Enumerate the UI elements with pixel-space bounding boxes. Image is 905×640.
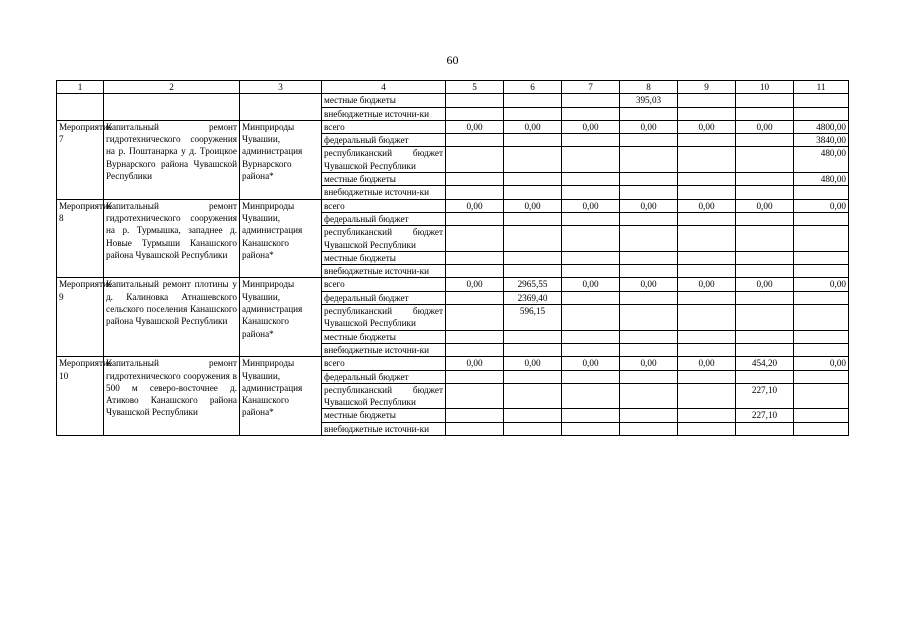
value-cell xyxy=(794,265,849,278)
value-cell xyxy=(504,147,562,173)
value-cell xyxy=(678,147,736,173)
value-cell xyxy=(678,330,736,343)
value-cell: 0,00 xyxy=(794,199,849,212)
value-cell xyxy=(620,291,678,304)
column-header: 8 xyxy=(620,81,678,94)
value-cell xyxy=(446,212,504,225)
measure-code-cell: Мероприятие 9 xyxy=(57,278,104,357)
value-cell xyxy=(504,251,562,264)
value-cell xyxy=(736,186,794,199)
value-cell xyxy=(678,383,736,409)
value-cell xyxy=(446,147,504,173)
value-cell xyxy=(446,226,504,252)
value-cell xyxy=(794,422,849,435)
column-header: 11 xyxy=(794,81,849,94)
value-cell xyxy=(504,94,562,107)
value-cell xyxy=(736,330,794,343)
value-cell xyxy=(562,409,620,422)
funding-source-cell: местные бюджеты xyxy=(322,173,446,186)
value-cell: 0,00 xyxy=(504,199,562,212)
value-cell xyxy=(620,383,678,409)
value-cell xyxy=(620,212,678,225)
value-cell xyxy=(504,186,562,199)
carryover-code-cell xyxy=(57,94,104,121)
value-cell: 596,15 xyxy=(504,305,562,331)
value-cell xyxy=(504,265,562,278)
funding-source-cell: федеральный бюджет xyxy=(322,370,446,383)
value-cell xyxy=(620,409,678,422)
value-cell: 0,00 xyxy=(620,199,678,212)
value-cell xyxy=(562,305,620,331)
value-cell xyxy=(562,343,620,356)
value-cell xyxy=(678,265,736,278)
funding-source-cell: внебюджетные источни-ки xyxy=(322,107,446,120)
value-cell xyxy=(678,305,736,331)
value-cell xyxy=(562,147,620,173)
funding-source-cell: местные бюджеты xyxy=(322,251,446,264)
value-cell xyxy=(794,186,849,199)
value-cell xyxy=(562,330,620,343)
value-cell xyxy=(620,186,678,199)
value-cell: 2965,55 xyxy=(504,278,562,291)
value-cell: 0,00 xyxy=(794,278,849,291)
value-cell xyxy=(794,212,849,225)
value-cell xyxy=(446,251,504,264)
value-cell xyxy=(736,305,794,331)
value-cell: 0,00 xyxy=(446,199,504,212)
funding-source-cell: местные бюджеты xyxy=(322,330,446,343)
value-cell xyxy=(562,291,620,304)
column-header: 1 xyxy=(57,81,104,94)
value-cell: 0,00 xyxy=(562,357,620,370)
value-cell xyxy=(562,94,620,107)
value-cell: 480,00 xyxy=(794,147,849,173)
value-cell xyxy=(562,422,620,435)
carryover-executor-cell xyxy=(240,94,322,121)
value-cell: 0,00 xyxy=(678,357,736,370)
value-cell xyxy=(620,305,678,331)
value-cell xyxy=(794,370,849,383)
value-cell xyxy=(678,134,736,147)
value-cell xyxy=(678,291,736,304)
column-header: 6 xyxy=(504,81,562,94)
measure-executor-cell: Минприроды Чувашии, администрация Канашского района* xyxy=(240,199,322,278)
measure-executor-cell: Минприроды Чувашии, администрация Канашского района* xyxy=(240,357,322,436)
value-cell: 0,00 xyxy=(562,120,620,133)
funding-source-cell: внебюджетные источни-ки xyxy=(322,343,446,356)
measure-description-cell: Капитальный ремонт гидротехнического сооружения в 500 м северо-восточнее д. Атиково Канашского района Чувашской Республики xyxy=(104,357,240,436)
value-cell xyxy=(678,94,736,107)
value-cell: 0,00 xyxy=(504,357,562,370)
value-cell: 3840,00 xyxy=(794,134,849,147)
value-cell xyxy=(504,212,562,225)
funding-source-cell: республиканский бюджет Чувашской Республики xyxy=(322,226,446,252)
value-cell: 454,20 xyxy=(736,357,794,370)
value-cell xyxy=(794,383,849,409)
value-cell xyxy=(446,107,504,120)
value-cell: 0,00 xyxy=(736,278,794,291)
value-cell xyxy=(562,186,620,199)
value-cell xyxy=(562,134,620,147)
value-cell xyxy=(794,251,849,264)
value-cell xyxy=(736,265,794,278)
funding-source-cell: всего xyxy=(322,120,446,133)
value-cell xyxy=(678,251,736,264)
value-cell: 0,00 xyxy=(446,278,504,291)
column-header: 5 xyxy=(446,81,504,94)
value-cell xyxy=(562,251,620,264)
measure-description-cell: Капитальный ремонт плотины у д. Калиновка Атнашевского сельского поселения Канашского района Чувашской Республики xyxy=(104,278,240,357)
value-cell xyxy=(620,422,678,435)
value-cell: 0,00 xyxy=(736,120,794,133)
funding-source-cell: республиканский бюджет Чувашской Республики xyxy=(322,383,446,409)
funding-source-cell: федеральный бюджет xyxy=(322,134,446,147)
budget-table xyxy=(56,80,849,436)
value-cell xyxy=(678,186,736,199)
value-cell xyxy=(446,291,504,304)
value-cell xyxy=(504,383,562,409)
funding-source-cell: всего xyxy=(322,357,446,370)
value-cell: 4800,00 xyxy=(794,120,849,133)
value-cell: 227,10 xyxy=(736,383,794,409)
column-header-row xyxy=(57,81,849,94)
value-cell xyxy=(678,343,736,356)
measure-code-cell: Мероприятие 7 xyxy=(57,120,104,199)
value-cell xyxy=(794,107,849,120)
value-cell xyxy=(678,370,736,383)
value-cell: 0,00 xyxy=(620,120,678,133)
value-cell: 0,00 xyxy=(446,357,504,370)
value-cell xyxy=(562,212,620,225)
value-cell xyxy=(446,265,504,278)
value-cell xyxy=(562,173,620,186)
measure-executor-cell: Минприроды Чувашии, администрация Канашского района* xyxy=(240,278,322,357)
value-cell xyxy=(736,291,794,304)
value-cell xyxy=(446,330,504,343)
measure-code-cell: Мероприятие 10 xyxy=(57,357,104,436)
value-cell xyxy=(736,107,794,120)
value-cell xyxy=(794,305,849,331)
measure-executor-cell: Минприроды Чувашии, администрация Вурнарского района* xyxy=(240,120,322,199)
value-cell xyxy=(620,107,678,120)
value-cell: 0,00 xyxy=(620,278,678,291)
value-cell: 0,00 xyxy=(562,199,620,212)
funding-source-cell: республиканский бюджет Чувашской Республики xyxy=(322,147,446,173)
value-cell xyxy=(446,173,504,186)
value-cell: 0,00 xyxy=(504,120,562,133)
value-cell xyxy=(620,173,678,186)
value-cell xyxy=(562,265,620,278)
value-cell xyxy=(678,422,736,435)
value-cell xyxy=(736,212,794,225)
value-cell xyxy=(736,370,794,383)
column-header: 7 xyxy=(562,81,620,94)
funding-source-cell: внебюджетные источни-ки xyxy=(322,422,446,435)
value-cell xyxy=(678,173,736,186)
value-cell xyxy=(620,370,678,383)
value-cell: 0,00 xyxy=(736,199,794,212)
value-cell xyxy=(446,94,504,107)
value-cell xyxy=(620,265,678,278)
value-cell xyxy=(504,330,562,343)
value-cell xyxy=(620,226,678,252)
value-cell xyxy=(794,226,849,252)
value-cell xyxy=(794,343,849,356)
funding-source-cell: федеральный бюджет xyxy=(322,212,446,225)
value-cell xyxy=(678,226,736,252)
value-cell xyxy=(562,107,620,120)
funding-source-cell: внебюджетные источни-ки xyxy=(322,265,446,278)
table-row xyxy=(57,278,849,291)
value-cell xyxy=(446,409,504,422)
value-cell: 0,00 xyxy=(446,120,504,133)
value-cell xyxy=(678,107,736,120)
measure-code-cell: Мероприятие 8 xyxy=(57,199,104,278)
value-cell xyxy=(504,226,562,252)
value-cell xyxy=(736,343,794,356)
value-cell xyxy=(620,134,678,147)
value-cell xyxy=(446,186,504,199)
column-header: 3 xyxy=(240,81,322,94)
funding-source-cell: внебюджетные источни-ки xyxy=(322,186,446,199)
carryover-description-cell xyxy=(104,94,240,121)
value-cell xyxy=(794,94,849,107)
table-row xyxy=(57,199,849,212)
value-cell: 0,00 xyxy=(562,278,620,291)
value-cell: 227,10 xyxy=(736,409,794,422)
value-cell xyxy=(504,134,562,147)
table-row xyxy=(57,357,849,370)
funding-source-cell: всего xyxy=(322,199,446,212)
value-cell xyxy=(562,226,620,252)
value-cell xyxy=(446,383,504,409)
value-cell xyxy=(446,134,504,147)
value-cell: 2369,40 xyxy=(504,291,562,304)
value-cell xyxy=(446,305,504,331)
value-cell: 0,00 xyxy=(678,199,736,212)
value-cell xyxy=(794,409,849,422)
value-cell xyxy=(504,173,562,186)
value-cell xyxy=(736,134,794,147)
value-cell: 480,00 xyxy=(794,173,849,186)
value-cell xyxy=(562,383,620,409)
value-cell xyxy=(678,212,736,225)
value-cell xyxy=(446,422,504,435)
value-cell xyxy=(736,147,794,173)
value-cell xyxy=(736,422,794,435)
column-header: 10 xyxy=(736,81,794,94)
value-cell xyxy=(504,409,562,422)
value-cell xyxy=(736,173,794,186)
value-cell xyxy=(736,251,794,264)
value-cell: 0,00 xyxy=(678,120,736,133)
funding-source-cell: местные бюджеты xyxy=(322,409,446,422)
value-cell xyxy=(504,107,562,120)
value-cell xyxy=(794,330,849,343)
funding-source-cell: федеральный бюджет xyxy=(322,291,446,304)
value-cell xyxy=(562,370,620,383)
value-cell xyxy=(678,409,736,422)
value-cell xyxy=(620,147,678,173)
value-cell xyxy=(446,370,504,383)
value-cell: 0,00 xyxy=(620,357,678,370)
funding-source-cell: республиканский бюджет Чувашской Республики xyxy=(322,305,446,331)
value-cell: 0,00 xyxy=(794,357,849,370)
value-cell xyxy=(620,251,678,264)
value-cell xyxy=(504,422,562,435)
value-cell xyxy=(504,370,562,383)
value-cell: 0,00 xyxy=(678,278,736,291)
value-cell xyxy=(736,226,794,252)
funding-source-cell: всего xyxy=(322,278,446,291)
measure-description-cell: Капитальный ремонт гидротехнического сооружения на р. Турмышка, западнее д. Новые Турмыши Канашского района Чувашской Республики xyxy=(104,199,240,278)
value-cell xyxy=(446,343,504,356)
column-header: 9 xyxy=(678,81,736,94)
column-header: 2 xyxy=(104,81,240,94)
value-cell xyxy=(736,94,794,107)
value-cell xyxy=(794,291,849,304)
page-number: 60 xyxy=(446,53,459,67)
table-row xyxy=(57,94,849,107)
value-cell xyxy=(504,343,562,356)
measure-description-cell: Капитальный ремонт гидротехнического сооружения на р. Поштанарка у д. Троицкое Вурнарского района Чувашской Республики xyxy=(104,120,240,199)
value-cell xyxy=(620,343,678,356)
funding-source-cell: местные бюджеты xyxy=(322,94,446,107)
column-header: 4 xyxy=(322,81,446,94)
value-cell: 395,03 xyxy=(620,94,678,107)
table-row xyxy=(57,120,849,133)
value-cell xyxy=(620,330,678,343)
